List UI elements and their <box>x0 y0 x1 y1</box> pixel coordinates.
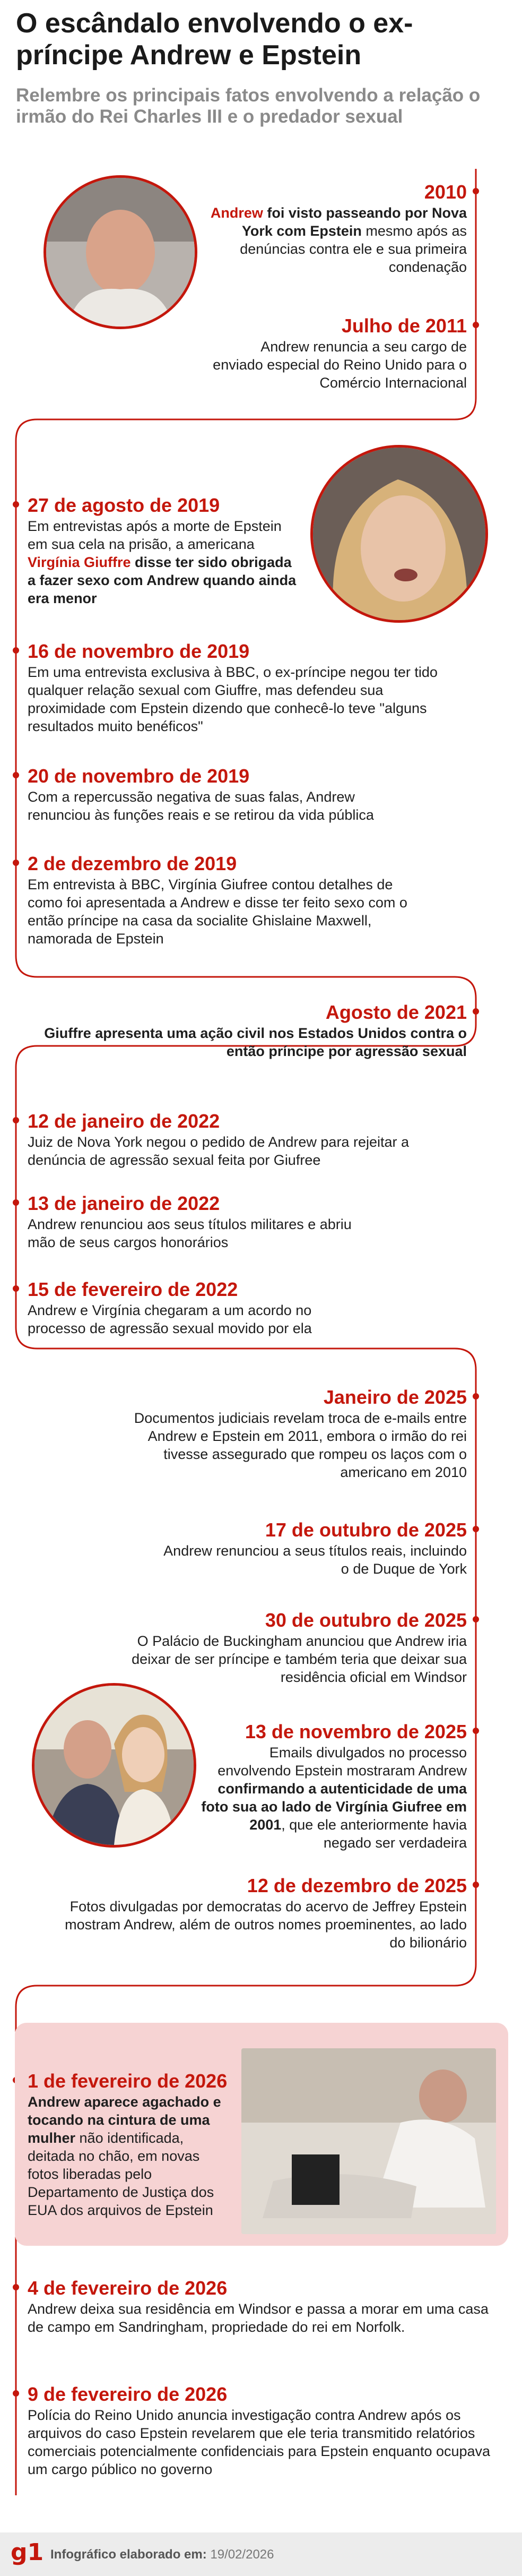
event-text <box>28 1302 312 1336</box>
event-text <box>28 877 407 947</box>
event-16-novembro-2019 <box>28 640 452 735</box>
event-20-novembro-2019 <box>28 765 410 824</box>
event-text-segment: O Palácio de Buckingham anunciou que Andrew iria deixar de ser príncipe e também teria que deixar sua residência oficial em Windsor <box>132 1633 467 1685</box>
event-text-segment: confirmando a autenticidade de uma foto sua ao lado de Virgínia Giufree em 2001 <box>201 1781 467 1833</box>
page-title: O escândalo envolvendo o ex-príncipe Andrew e Epstein <box>16 8 413 71</box>
event-30-outubro-2025 <box>95 1609 467 1686</box>
event-text-segment: Andrew renuncia a seu cargo de enviado especial do Reino Unido para o Comércio Internacional <box>213 339 467 391</box>
event-date: 2010 <box>424 181 467 203</box>
event-janeiro-2025 <box>106 1386 467 1481</box>
event-17-outubro-2025 <box>159 1518 467 1578</box>
event-2010 <box>202 181 467 276</box>
event-date: 9 de fevereiro de 2026 <box>28 2383 228 2405</box>
footer-credit <box>50 2547 274 2562</box>
event-text-segment: Emails divulgados no processo envolvendo Epstein mostraram Andrew <box>218 1745 467 1779</box>
event-2-dezembro-2019 <box>28 852 420 948</box>
event-text <box>211 205 467 275</box>
event-text-segment: mesmo após as denúncias contra ele e sua primeira condenação <box>240 223 467 275</box>
event-text-segment: , que ele anteriormente havia negado ser verdadeira <box>281 1817 467 1851</box>
event-date: 1 de fevereiro de 2026 <box>28 2070 228 2092</box>
event-text-segment: Andrew renunciou aos seus títulos militares e abriu mão de seus cargos honorários <box>28 1216 352 1250</box>
event-date: 4 de fevereiro de 2026 <box>28 2277 228 2299</box>
event-12-dezembro-2025 <box>58 1874 467 1952</box>
event-text-segment: Andrew e Virgínia chegaram a um acordo no processo de agressão sexual movido por ela <box>28 1302 312 1336</box>
event-text <box>28 2301 489 2335</box>
event-text <box>28 2094 221 2218</box>
event-text-segment: Em entrevista à BBC, Virgínia Giufree contou detalhes de como foi apresentada a Andrew e disse ter feito sexo com o então príncipe na casa da socialite Ghislaine Maxwell, namorada de Epstein <box>28 877 407 947</box>
event-15-fevereiro-2022 <box>28 1278 367 1337</box>
event-text-segment: Em entrevistas após a morte de Epstein em sua cela na prisão, a americana <box>28 518 282 552</box>
credit-label: Infográfico elaborado em: <box>50 2547 207 2562</box>
event-12-janeiro-2022 <box>28 1110 441 1169</box>
event-text-segment: Com a repercussão negativa de suas falas, Andrew renunciou às funções reais e se retirou da vida pública <box>28 789 374 823</box>
event-13-janeiro-2022 <box>28 1192 367 1251</box>
event-date: 27 de agosto de 2019 <box>28 494 220 516</box>
event-text <box>201 1745 467 1851</box>
event-text <box>28 2407 490 2477</box>
event-text <box>28 664 438 734</box>
event-date: Agosto de 2021 <box>325 1001 467 1023</box>
event-text-segment: Em uma entrevista exclusiva à BBC, o ex-príncipe negou ter tido qualquer relação sexual com Giuffre, mas defendeu sua proximidade com Epstein dizendo que conhecê-lo teve "alguns resultados muito benéficos" <box>28 664 438 734</box>
event-text-segment: disse ter sido obrigada a fazer sexo com Andrew quando ainda era menor <box>28 554 297 606</box>
event-text-segment: Andrew renunciou a seus títulos reais, incluindo o de Duque de York <box>163 1543 467 1577</box>
event-date: 12 de dezembro de 2025 <box>247 1875 467 1896</box>
event-text <box>28 789 374 823</box>
event-text-segment: Giuffre apresenta uma ação civil nos Estados Unidos contra o então príncipe por agressão sexual <box>44 1025 467 1059</box>
andrew-photo <box>44 175 197 329</box>
event-text <box>44 1025 467 1059</box>
event-text <box>134 1410 467 1480</box>
andrew-virginia-photo <box>32 1683 196 1848</box>
credit-date: 19/02/2026 <box>210 2547 274 2562</box>
event-text <box>132 1633 467 1685</box>
virginia-giuffre-photo <box>310 445 488 623</box>
event-text <box>65 1899 467 1951</box>
event-text <box>28 518 296 606</box>
event-date: 30 de outubro de 2025 <box>265 1609 467 1631</box>
event-4-fevereiro-2026 <box>28 2277 505 2336</box>
event-date: Janeiro de 2025 <box>323 1386 467 1408</box>
event-date: 20 de novembro de 2019 <box>28 765 250 787</box>
event-13-novembro-2025 <box>199 1720 467 1852</box>
page-subtitle: Relembre os principais fatos envolvendo a relação o irmão do Rei Charles III e o predador sexual <box>16 85 481 127</box>
event-text-segment: Fotos divulgadas por democratas do acervo de Jeffrey Epstein mostram Andrew, além de outros nomes proeminentes, ao lado do bilionário <box>65 1899 467 1951</box>
event-text-segment: Andrew aparece agachado e tocando na cintura de uma mulher <box>28 2094 221 2146</box>
event-text-segment: não identificada, deitada no chão, em novas fotos liberadas pelo Departamento de Justiça dos EUA dos arquivos de Epstein <box>28 2130 214 2218</box>
event-date: 17 de outubro de 2025 <box>265 1519 467 1541</box>
event-text-segment: Andrew <box>210 205 263 221</box>
event-text <box>28 1216 352 1250</box>
event-text-segment: foi visto passeando por Nova York com Epstein <box>241 205 467 239</box>
event-date: 16 de novembro de 2019 <box>28 640 250 662</box>
event-text-segment: Juiz de Nova York negou o pedido de Andrew para rejeitar a denúncia de agressão sexual feita por Giufree <box>28 1134 409 1168</box>
event-date: 12 de janeiro de 2022 <box>28 1110 220 1132</box>
event-text <box>163 1543 467 1577</box>
event-julho-2011 <box>207 314 467 392</box>
event-1-fevereiro-2026 <box>28 2070 234 2219</box>
footer <box>0 2532 522 2576</box>
event-text <box>28 1134 409 1168</box>
event-text-segment: Polícia do Reino Unido anuncia investigação contra Andrew após os arquivos do caso Epstein revelarem que ele teria transmitido relatórios comerciais potencialmente confidenciais para Epstein enquanto ocupava um cargo público no governo <box>28 2407 491 2477</box>
andrew-crouching-photo <box>241 2048 496 2234</box>
event-date: 2 de dezembro de 2019 <box>28 853 237 874</box>
event-date: 13 de janeiro de 2022 <box>28 1192 220 1214</box>
event-9-fevereiro-2026 <box>28 2383 505 2478</box>
event-date: 13 de novembro de 2025 <box>245 1721 467 1742</box>
event-text <box>213 339 467 391</box>
event-date: 15 de fevereiro de 2022 <box>28 1278 238 1300</box>
event-text-segment: Virgínia Giuffre <box>28 554 131 570</box>
event-date: Julho de 2011 <box>341 315 467 337</box>
event-text-segment: Documentos judiciais revelam troca de e-mails entre Andrew e Epstein em 2011, embora o irmão do rei tivesse assegurado que rompeu os laços com o americano em 2010 <box>134 1410 467 1480</box>
event-text-segment: Andrew deixa sua residência em Windsor e passa a morar em uma casa de campo em Sandringham, propriedade do rei em Norfolk. <box>28 2301 489 2335</box>
event-agosto-2021 <box>37 1001 467 1060</box>
event-27-agosto-2019 <box>28 494 303 607</box>
g1-logo[interactable]: g1 <box>11 2539 44 2566</box>
